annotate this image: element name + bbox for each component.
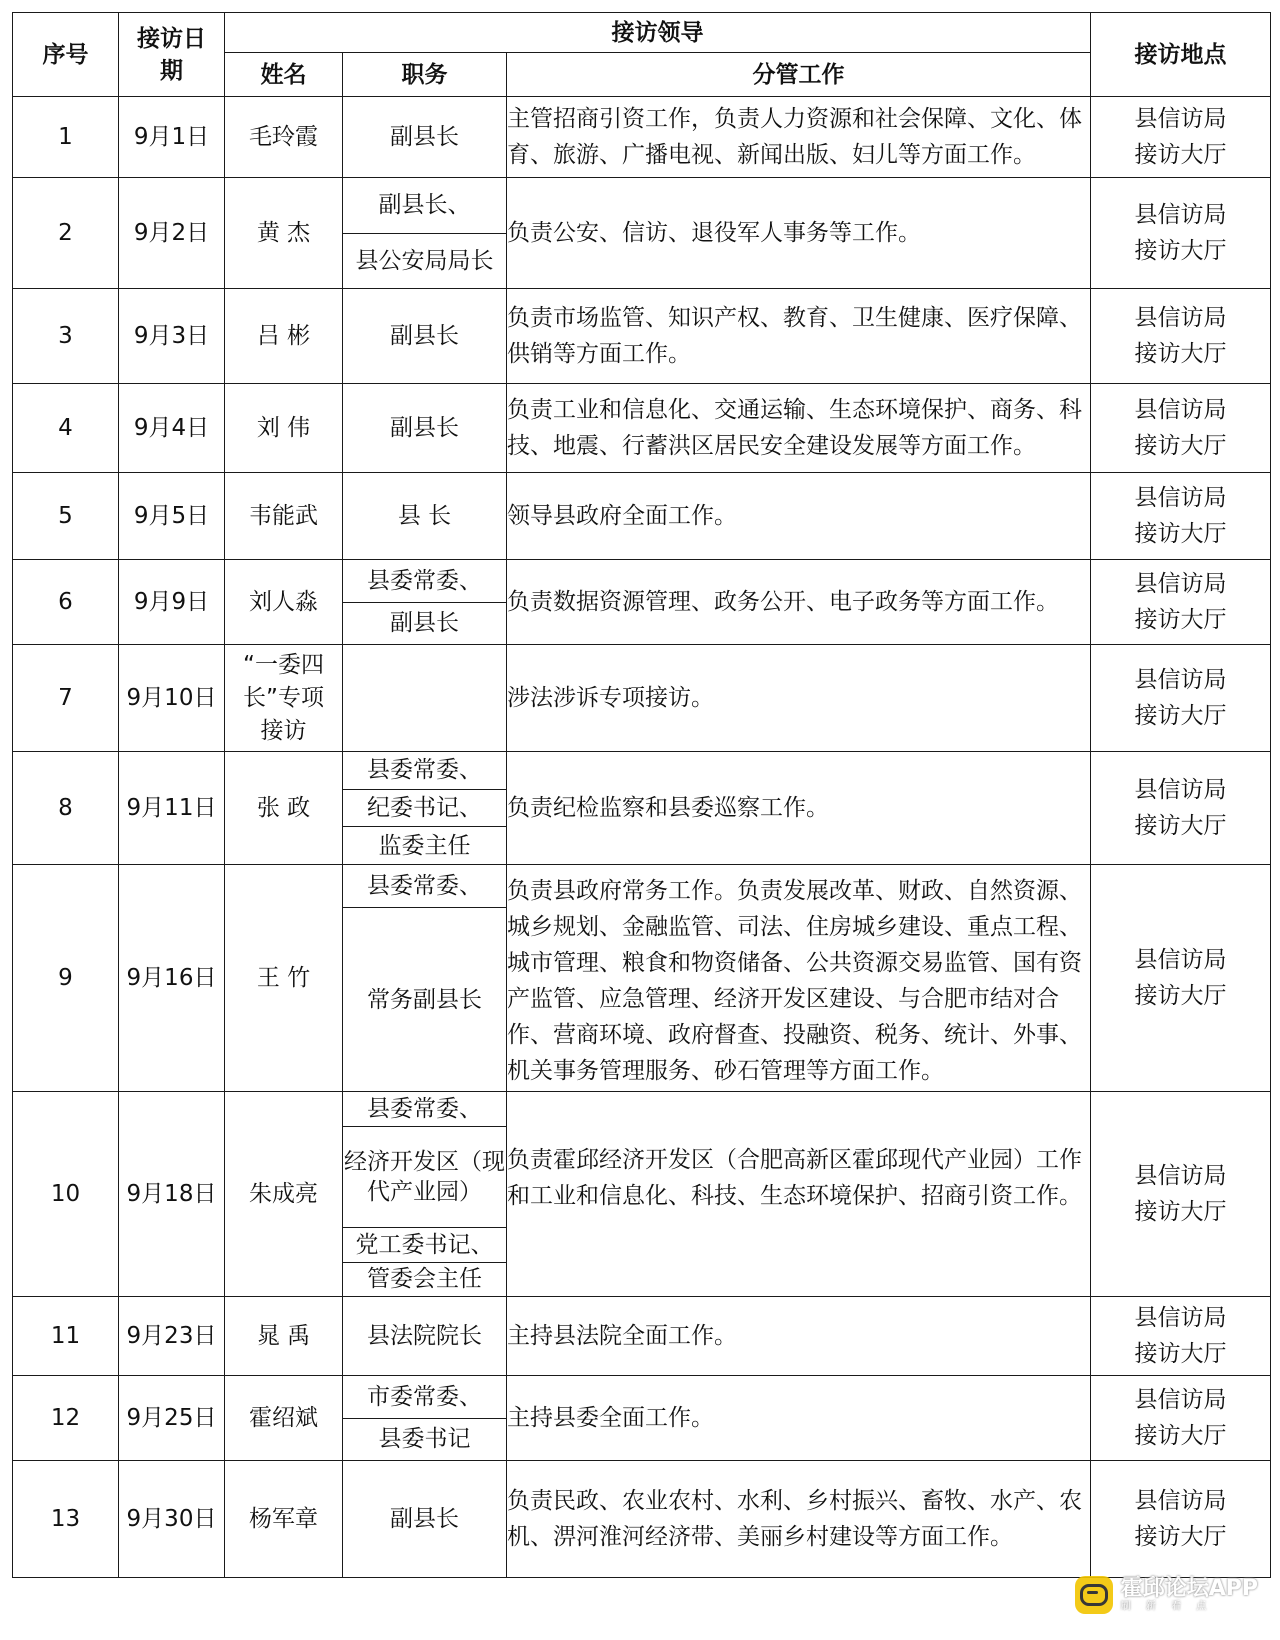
header-date: 接访日 期	[119, 13, 225, 97]
row-work: 主持县委全面工作。	[507, 1376, 1091, 1461]
row-index: 13	[13, 1461, 119, 1578]
row-leader-name: 黄 杰	[225, 178, 343, 289]
chat-bubble-icon	[1075, 1576, 1113, 1614]
row-position	[343, 1376, 507, 1461]
position-line: 县法院院长	[367, 1323, 482, 1349]
row-index: 3	[13, 289, 119, 384]
row-leader-name: 朱成亮	[225, 1092, 343, 1297]
table-row	[13, 560, 1271, 645]
position-line: 副县长	[390, 323, 459, 349]
row-leader-name: 韦能武	[225, 473, 343, 560]
position-line: 副县长、	[343, 178, 506, 234]
row-index: 8	[13, 752, 119, 865]
location-line-1: 县信访局	[1134, 1163, 1227, 1189]
location-line-1: 县信访局	[1134, 667, 1227, 693]
location-line-2: 接访大厅	[1134, 813, 1227, 839]
position-line: 县委常委、	[343, 560, 506, 603]
row-work: 负责市场监管、知识产权、教育、卫生健康、医疗保障、供销等方面工作。	[507, 289, 1091, 384]
row-date: 9月25日	[119, 1376, 225, 1461]
row-work: 负责数据资源管理、政务公开、电子政务等方面工作。	[507, 560, 1091, 645]
row-location	[1091, 1376, 1271, 1461]
location-line-2: 接访大厅	[1134, 341, 1227, 367]
table-row	[13, 865, 1271, 1092]
row-location	[1091, 865, 1271, 1092]
row-date: 9月3日	[119, 289, 225, 384]
row-position	[343, 97, 507, 178]
header-index: 序号	[13, 13, 119, 97]
row-position	[343, 1461, 507, 1578]
position-line: 县 长	[397, 503, 452, 529]
header-leader-group: 接访领导	[225, 13, 1091, 53]
location-line-1: 县信访局	[1134, 202, 1227, 228]
watermark-title: 霍邱论坛APP	[1120, 1576, 1258, 1601]
position-line: 县委常委、	[343, 752, 506, 790]
row-index: 10	[13, 1092, 119, 1297]
row-work: 领导县政府全面工作。	[507, 473, 1091, 560]
table-row	[13, 1376, 1271, 1461]
location-line-2: 接访大厅	[1134, 1423, 1227, 1449]
row-date: 9月5日	[119, 473, 225, 560]
forum-app-watermark	[1075, 1576, 1258, 1614]
row-index: 12	[13, 1376, 119, 1461]
position-line: 县公安局局长	[355, 247, 494, 274]
row-position	[343, 752, 507, 865]
header-name: 姓名	[225, 53, 343, 97]
row-work: 负责纪检监察和县委巡察工作。	[507, 752, 1091, 865]
row-position	[343, 178, 507, 289]
location-line-1: 县信访局	[1134, 106, 1227, 132]
row-index: 5	[13, 473, 119, 560]
location-line-1: 县信访局	[1134, 1488, 1227, 1514]
row-work: 负责县政府常务工作。负责发展改革、财政、自然资源、城乡规划、金融监管、司法、住房城乡建设、重点工程、城市管理、粮食和物资储备、公共资源交易监管、国有资产监管、应急管理、经济开发区建设、与合肥市结对合作、营商环境、政府督查、投融资、税务、统计、外事、机关事务管理服务、砂石管理等方面工作。	[507, 865, 1091, 1092]
row-position	[343, 865, 507, 1092]
table-row	[13, 1092, 1271, 1297]
position-line: 副县长	[390, 415, 459, 441]
row-index: 9	[13, 865, 119, 1092]
row-date: 9月18日	[119, 1092, 225, 1297]
row-position	[343, 289, 507, 384]
location-line-2: 接访大厅	[1134, 703, 1227, 729]
row-leader-name: 张 政	[225, 752, 343, 865]
row-location	[1091, 1461, 1271, 1578]
location-line-1: 县信访局	[1134, 397, 1227, 423]
row-index: 1	[13, 97, 119, 178]
position-line: 副县长	[390, 124, 459, 150]
row-leader-name: 王 竹	[225, 865, 343, 1092]
location-line-1: 县信访局	[1134, 777, 1227, 803]
table-row	[13, 645, 1271, 752]
table-row	[13, 1297, 1271, 1376]
table-row	[13, 752, 1271, 865]
row-leader-name: 吕 彬	[225, 289, 343, 384]
row-work: 负责霍邱经济开发区（合肥高新区霍邱现代产业园）工作和工业和信息化、科技、生态环境保护、招商引资工作。	[507, 1092, 1091, 1297]
position-line: 县委书记	[378, 1426, 471, 1453]
row-leader-name: 刘人淼	[225, 560, 343, 645]
location-line-2: 接访大厅	[1134, 142, 1227, 168]
table-row	[13, 1461, 1271, 1578]
row-leader-name: 杨军章	[225, 1461, 343, 1578]
header-position: 职务	[343, 53, 507, 97]
position-line: 副县长	[390, 610, 459, 637]
row-date: 9月2日	[119, 178, 225, 289]
row-date: 9月11日	[119, 752, 225, 865]
row-date: 9月9日	[119, 560, 225, 645]
position-line: 经济开发区（现代产业园）	[343, 1127, 506, 1229]
location-line-2: 接访大厅	[1134, 238, 1227, 264]
row-position	[343, 473, 507, 560]
table-row	[13, 473, 1271, 560]
row-leader-name: 霍绍斌	[225, 1376, 343, 1461]
row-date: 9月30日	[119, 1461, 225, 1578]
row-leader-name: 晁 禹	[225, 1297, 343, 1376]
row-index: 4	[13, 384, 119, 473]
row-location	[1091, 178, 1271, 289]
row-location	[1091, 560, 1271, 645]
row-leader-name: “一委四长”专项接访	[225, 645, 343, 752]
row-index: 2	[13, 178, 119, 289]
location-line-1: 县信访局	[1134, 1305, 1227, 1331]
row-location	[1091, 473, 1271, 560]
row-work: 负责工业和信息化、交通运输、生态环境保护、商务、科技、地震、行蓄洪区居民安全建设发展等方面工作。	[507, 384, 1091, 473]
location-line-2: 接访大厅	[1134, 433, 1227, 459]
location-line-1: 县信访局	[1134, 485, 1227, 511]
row-position	[343, 1092, 507, 1297]
location-line-2: 接访大厅	[1134, 607, 1227, 633]
row-leader-name: 毛玲霞	[225, 97, 343, 178]
watermark-subtitle: 刷 新 看 点	[1120, 1601, 1213, 1612]
position-line: 监委主任	[378, 832, 471, 859]
row-position	[343, 560, 507, 645]
table-row	[13, 178, 1271, 289]
position-line: 常务副县长	[367, 986, 482, 1013]
table-row	[13, 97, 1271, 178]
row-position	[343, 645, 507, 752]
position-line: 副县长	[390, 1506, 459, 1532]
row-work: 主管招商引资工作，负责人力资源和社会保障、文化、体育、旅游、广播电视、新闻出版、妇儿等方面工作。	[507, 97, 1091, 178]
row-position	[343, 384, 507, 473]
table-row	[13, 384, 1271, 473]
position-line: 县委常委、	[343, 1092, 506, 1127]
row-location	[1091, 752, 1271, 865]
location-line-1: 县信访局	[1134, 571, 1227, 597]
position-line: 党工委书记、	[343, 1228, 506, 1263]
row-leader-name: 刘 伟	[225, 384, 343, 473]
location-line-1: 县信访局	[1134, 305, 1227, 331]
position-line: 市委常委、	[343, 1376, 506, 1419]
row-date: 9月4日	[119, 384, 225, 473]
row-index: 11	[13, 1297, 119, 1376]
row-work: 涉法涉诉专项接访。	[507, 645, 1091, 752]
row-date: 9月23日	[119, 1297, 225, 1376]
row-work: 负责民政、农业农村、水利、乡村振兴、畜牧、水产、农机、淠河淮河经济带、美丽乡村建设等方面工作。	[507, 1461, 1091, 1578]
row-location	[1091, 645, 1271, 752]
location-line-2: 接访大厅	[1134, 1341, 1227, 1367]
location-line-1: 县信访局	[1134, 947, 1227, 973]
header-work: 分管工作	[507, 53, 1091, 97]
row-date: 9月16日	[119, 865, 225, 1092]
table-body	[13, 97, 1271, 1578]
row-location	[1091, 1092, 1271, 1297]
location-line-2: 接访大厅	[1134, 983, 1227, 1009]
row-location	[1091, 289, 1271, 384]
row-location	[1091, 384, 1271, 473]
row-date: 9月10日	[119, 645, 225, 752]
location-line-2: 接访大厅	[1134, 1199, 1227, 1225]
position-line: 县委常委、	[343, 865, 506, 908]
row-index: 7	[13, 645, 119, 752]
row-location	[1091, 1297, 1271, 1376]
header-location: 接访地点	[1091, 13, 1271, 97]
row-work: 主持县法院全面工作。	[507, 1297, 1091, 1376]
row-date: 9月1日	[119, 97, 225, 178]
position-line	[343, 645, 506, 751]
row-position	[343, 1297, 507, 1376]
location-line-2: 接访大厅	[1134, 1524, 1227, 1550]
position-line: 管委会主任	[367, 1266, 482, 1293]
row-work: 负责公安、信访、退役军人事务等工作。	[507, 178, 1091, 289]
row-index: 6	[13, 560, 119, 645]
table-row	[13, 289, 1271, 384]
reception-schedule-table	[12, 12, 1271, 1578]
position-line: 纪委书记、	[343, 790, 506, 828]
row-location	[1091, 97, 1271, 178]
location-line-1: 县信访局	[1134, 1387, 1227, 1413]
location-line-2: 接访大厅	[1134, 521, 1227, 547]
